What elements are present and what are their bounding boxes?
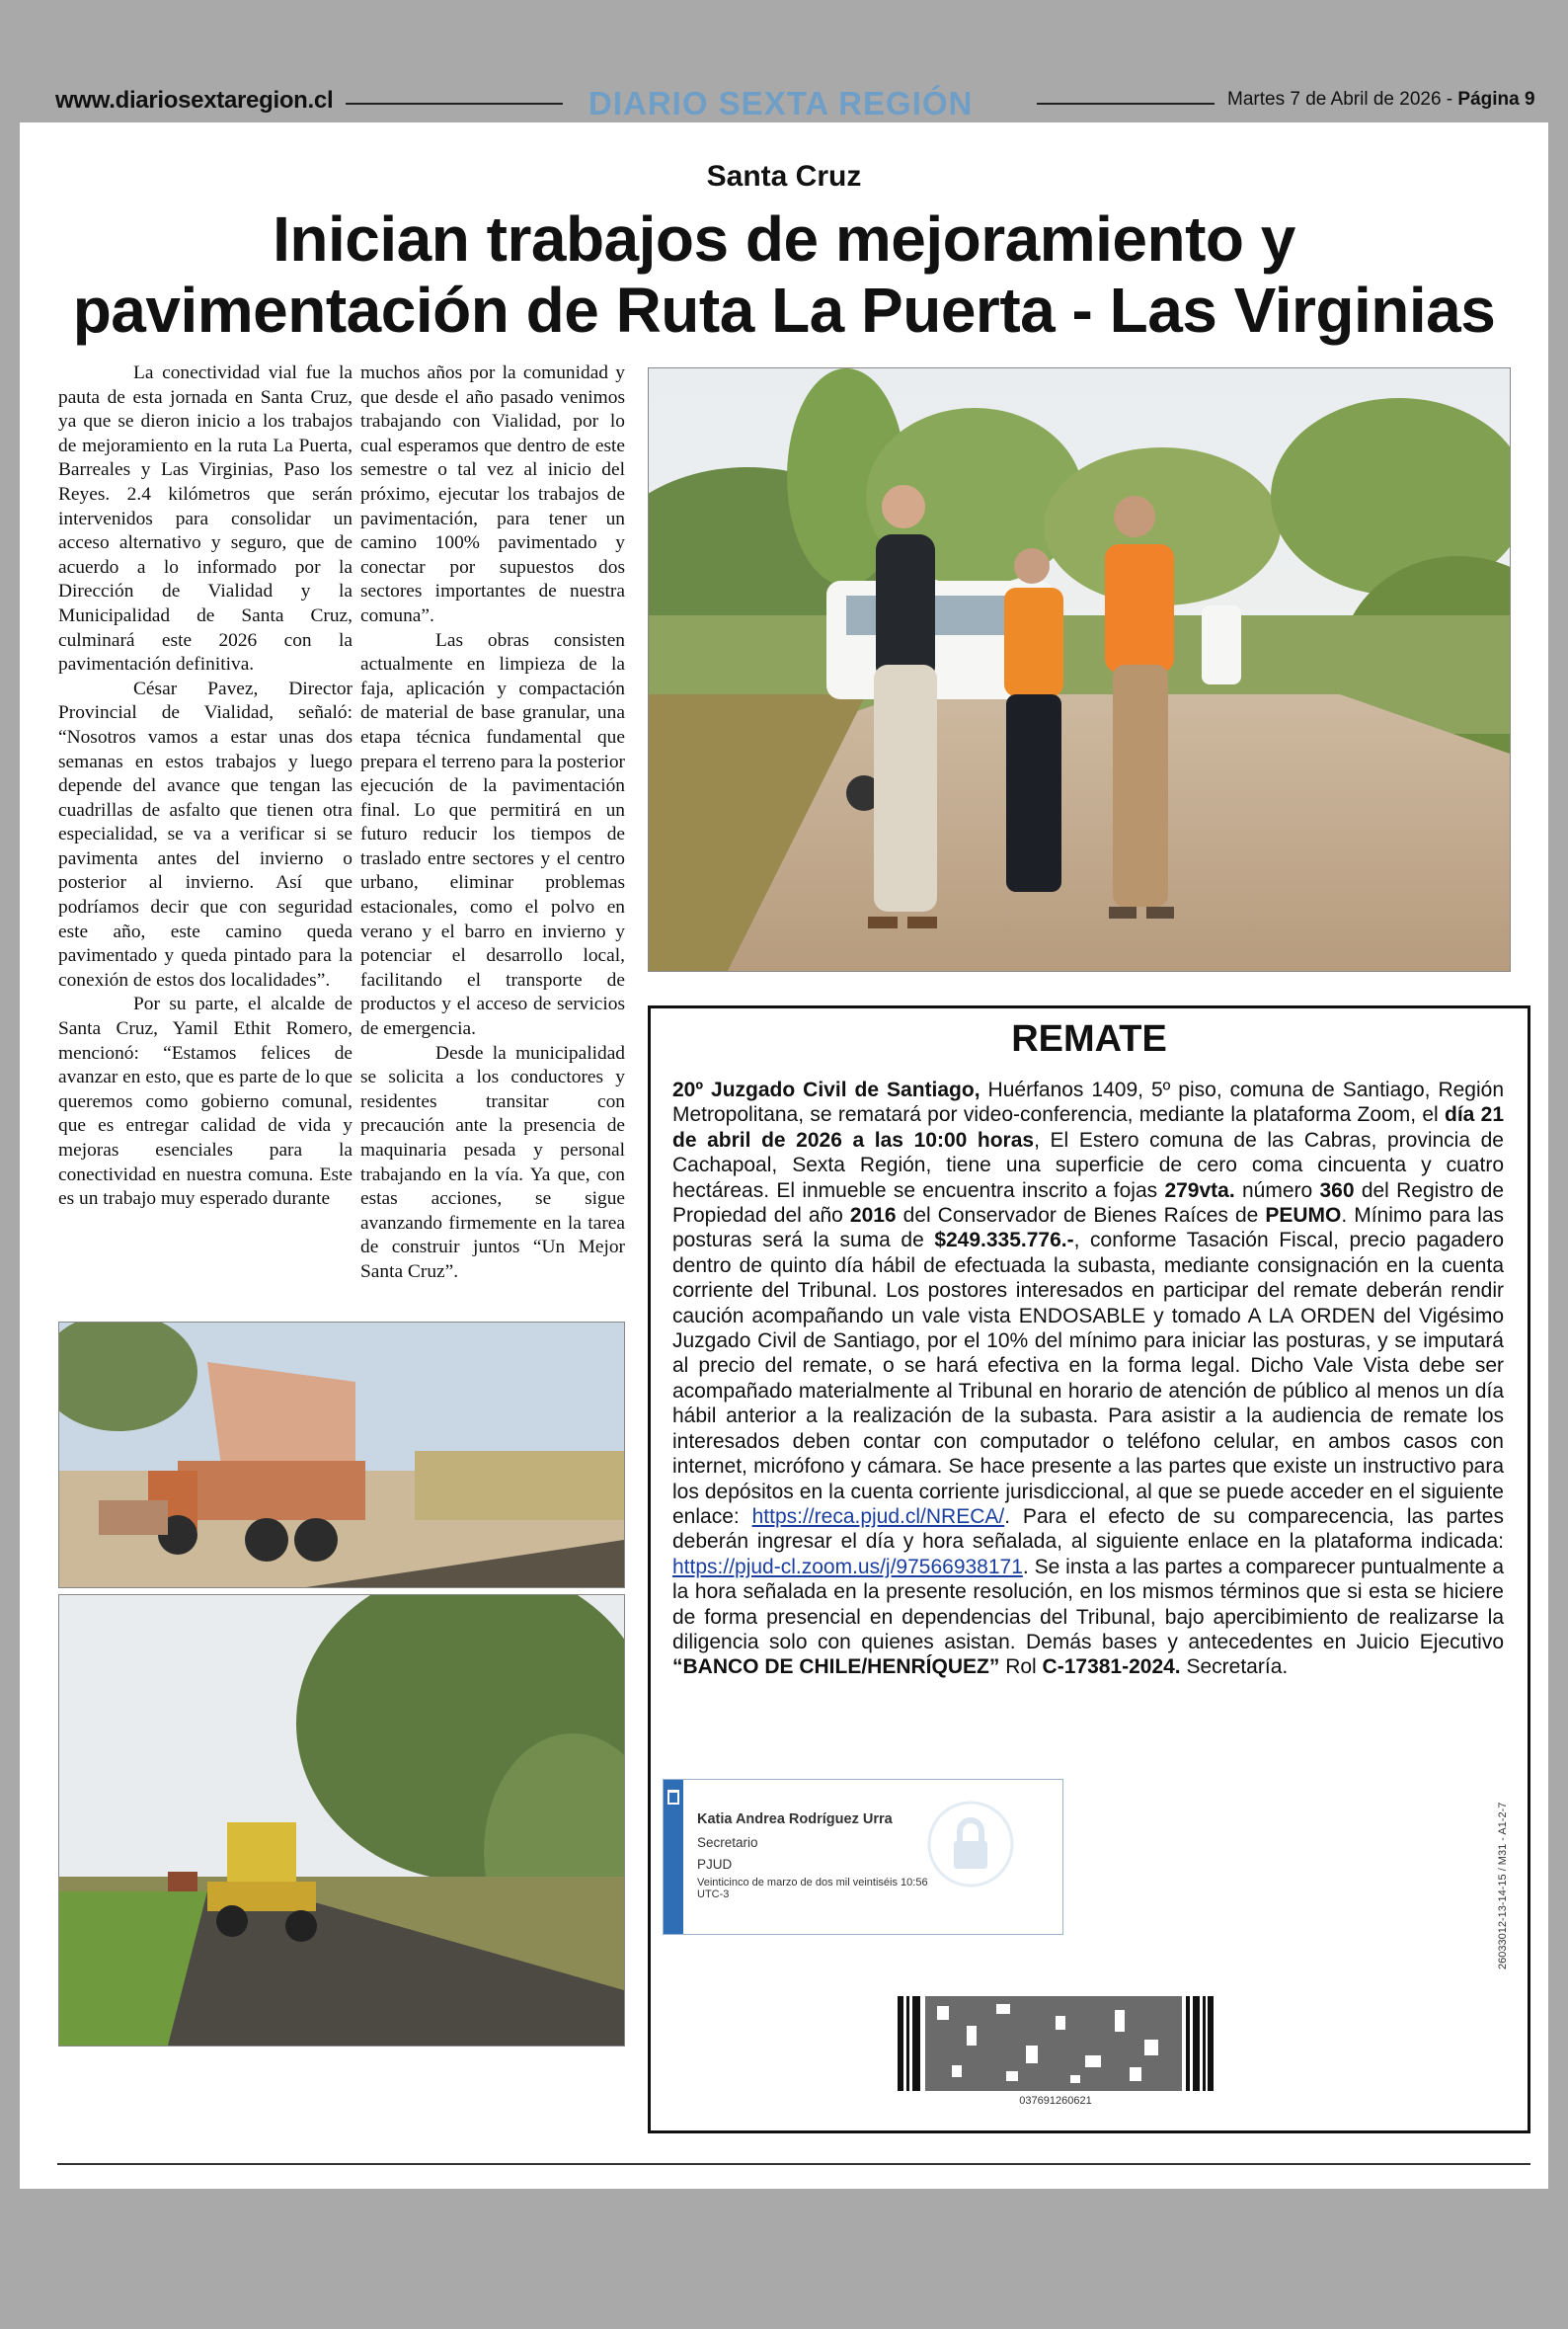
remate-date: día 21 de abril de 2026 a las 10:00 horas [672, 1103, 1504, 1152]
remate-text: . Mínimo para las posturas será la suma de [672, 1204, 1504, 1252]
newspaper-page [20, 122, 1548, 2189]
photo-officials-image [649, 368, 1510, 971]
remate-link-reca[interactable]: https://reca.pjud.cl/NRECA/ [751, 1504, 1005, 1528]
article-headline [39, 203, 1529, 346]
remate-notice [648, 1005, 1530, 2133]
header-rule-right [1037, 103, 1215, 105]
remate-title: REMATE [1011, 1018, 1167, 1060]
remate-numero: 360 [1319, 1178, 1355, 1202]
paragraph: Por su parte, el alcalde de Santa Cruz, Yamil Ethit Romero, mencionó: “Estamos felices de avanzar en esto, que es parte de lo que queremos como gobierno comunal, que es entregar calidad de vida y mejoras esenciales para la conectividad en nuestra comuna. Este es un trabajo muy esperado durante [58, 994, 353, 1210]
page-number: Página 9 [1457, 89, 1535, 110]
photo-dump-truck-image [59, 1323, 624, 1587]
remate-text: Huérfanos 1409, 5º piso, comuna de Santiago, Región Metropolitana, se rematará por video-conferencia, mediante la plataforma Zoom, el [672, 1079, 1504, 1127]
article-column-2 [353, 361, 625, 1285]
electronic-signature [663, 1779, 1063, 1935]
article-column-1 [58, 361, 353, 1212]
header-rule-left [346, 103, 563, 105]
remate-text: Rol [999, 1655, 1043, 1679]
person-middle [1004, 548, 1063, 892]
barcode-image [898, 1996, 1214, 2091]
remate-caso: “BANCO DE CHILE/HENRÍQUEZ” [672, 1655, 1000, 1679]
dateline [1227, 89, 1535, 111]
lock-icon [926, 1800, 1015, 1888]
remate-body [672, 1078, 1504, 1680]
paragraph: Desde la municipalidad se solicita a los conductores y residentes transitar con precaución ante la presencia de maquinaria pesada y personal trabajando en la vía. Ya que, con estas acciones, se sigue avanzando firmemente en la tarea de construir juntos “Un Mejor Santa Cruz”. [360, 1042, 625, 1282]
article-kicker: Santa Cruz [706, 160, 862, 193]
remate-link-zoom[interactable]: https://pjud-cl.zoom.us/j/97566938171 [672, 1555, 1023, 1578]
paragraph: Las obras consisten actualmente en limpieza de la faja, aplicación y compactación de material de base granular, una etapa técnica fundamental que prepara el terreno para la posterior ejecución de la pavimentación final. Lo que permitirá en un futuro reducir los tiempos de traslado entre sectores y el centro urbano, eliminar problemas estacionales, como el polvo en verano y el barro en invierno y potenciar el desarrollo local, facilitando el transporte de productos y el acceso de servicios de emergencia. [360, 629, 625, 1040]
remate-cbr: PEUMO [1265, 1204, 1342, 1228]
remate-text: número [1234, 1178, 1320, 1202]
remate-court: 20º Juzgado Civil de Santiago, [672, 1079, 980, 1101]
headline-line-1: Inician trabajos de mejoramiento y [273, 203, 1295, 275]
issue-date: Martes 7 de Abril de 2026 - [1227, 89, 1458, 110]
court-emblem-icon [664, 1786, 683, 1809]
barcode-number: 037691260621 [1019, 2095, 1092, 2107]
remate-fojas: 279vta. [1164, 1178, 1235, 1202]
remate-text: . Para el efecto de su comparecencia, las partes deberán ingresar el día y hora señalada, al siguiente enlace en la plataforma indicada: [672, 1504, 1504, 1554]
photo-motor-grader-image [59, 1595, 624, 2046]
signature-date: Veinticinco de marzo de dos mil veintiséis 10:56 UTC-3 [697, 1877, 928, 1900]
side-code: 26033012-13-14-15 / M31 - A1-2-7 [1497, 1802, 1509, 1969]
person-center [868, 485, 937, 928]
photo-dump-truck [58, 1322, 625, 1588]
paragraph: César Pavez, Director Provincial de Vialidad, señaló: “Nosotros vamos a estar unas dos semanas en estos trabajos y luego depende del avance que tengan las cuadrillas de asfalto que tienen otra especialidad, se va a verificar si se pavimenta antes del invierno o posterior al invierno. Así que podríamos decir que con seguridad este año, este camino queda pavimentado y queda pintado para la conexión de estos dos localidades”. [58, 678, 353, 991]
signer-role: Secretario [697, 1835, 758, 1850]
paragraph: La conectividad vial fue la pauta de esta jornada en Santa Cruz, ya que se dieron inicio a los trabajos de mejoramiento en la ruta La Puerta, Barreales y Las Virginias, Paso los Reyes. 2.4 kilómetros que serán intervenidos para consolidar un acceso alternativo y seguro, que de acuerdo a lo informado por la Dirección de Vialidad y la Municipalidad de Santa Cruz, culminará este 2026 con la pavimentación definitiva. [58, 362, 353, 676]
photo-officials-on-road [648, 367, 1511, 972]
person-right [1105, 496, 1174, 919]
remate-rol: C-17381-2024. [1042, 1655, 1181, 1679]
site-url[interactable]: www.diariosextaregion.cl [55, 87, 334, 114]
remate-anio: 2016 [849, 1204, 897, 1228]
headline-line-2: pavimentación de Ruta La Puerta - Las Virginias [72, 275, 1496, 346]
signer-name: Katia Andrea Rodríguez Urra [697, 1811, 893, 1827]
remate-text: Secretaría. [1180, 1655, 1289, 1679]
page-bottom-rule [57, 2163, 1530, 2165]
remate-minimo: $249.335.776.- [934, 1229, 1074, 1252]
remate-text: . Se insta a las partes a comparecer puntualmente a la hora señalada en la presente resolución, en los mismos términos que si esta se hiciere de forma presencial en dependencias del Tribunal, bajo apercibimiento de realizarse la diligencia solo con quienes asistan. Demás bases y antecedentes en Juicio Ejecutivo [672, 1555, 1504, 1653]
signature-bar [664, 1780, 683, 1934]
remate-text: , conforme Tasación Fiscal, precio pagadero dentro de quinto día hábil de efectuada la subasta, mediante consignación en la cuenta corriente del Tribunal. Los postores interesados en participar del remate deberán rendir caución acompañando un vale vista ENDOSABLE y tomado A LA ORDEN del Vigésimo Juzgado Civil de Santiago, por el 10% del mínimo para iniciar las posturas, y se imputará al precio del remate, o se hará efectiva en la forma legal. Dicho Vale Vista debe ser acompañado materialmente al Tribunal en horario de atención de público al menos un día hábil anterior a la realización de la subasta. Para asistir a la audiencia de remate los interesados deben contar con computador o teléfono celular, en ambos casos con internet, micrófono y cámara. Se hace presente a las partes que existe un instructivo para los depósitos en la cuenta corriente jurisdiccional, al que se puede acceder en el siguiente enlace: [672, 1229, 1504, 1528]
page-header [0, 0, 1568, 128]
photo-motor-grader [58, 1594, 625, 2047]
masthead: DIARIO SEXTA REGIÓN [588, 85, 974, 121]
remate-text: del Registro de Propiedad del año [672, 1178, 1504, 1228]
signer-org: PJUD [697, 1857, 733, 1872]
paragraph: muchos años por la comunidad y que desde el año pasado venimos trabajando con Vialidad, por lo cual esperamos que dentro de este semestre o tal vez al inicio del próximo, ejecutar los trabajos de pavimentación, para tener un camino 100% pavimentado y conectar por supuestos dos sectores importantes de nuestra comuna”. [360, 362, 625, 626]
remate-text: , El Estero comuna de las Cabras, provincia de Cachapoal, Sexta Región, tiene una superficie de cero coma cincuenta y cuatro hectáreas. El inmueble se encuentra inscrito a fojas [672, 1128, 1504, 1202]
remate-text: del Conservador de Bienes Raíces de [896, 1204, 1266, 1228]
